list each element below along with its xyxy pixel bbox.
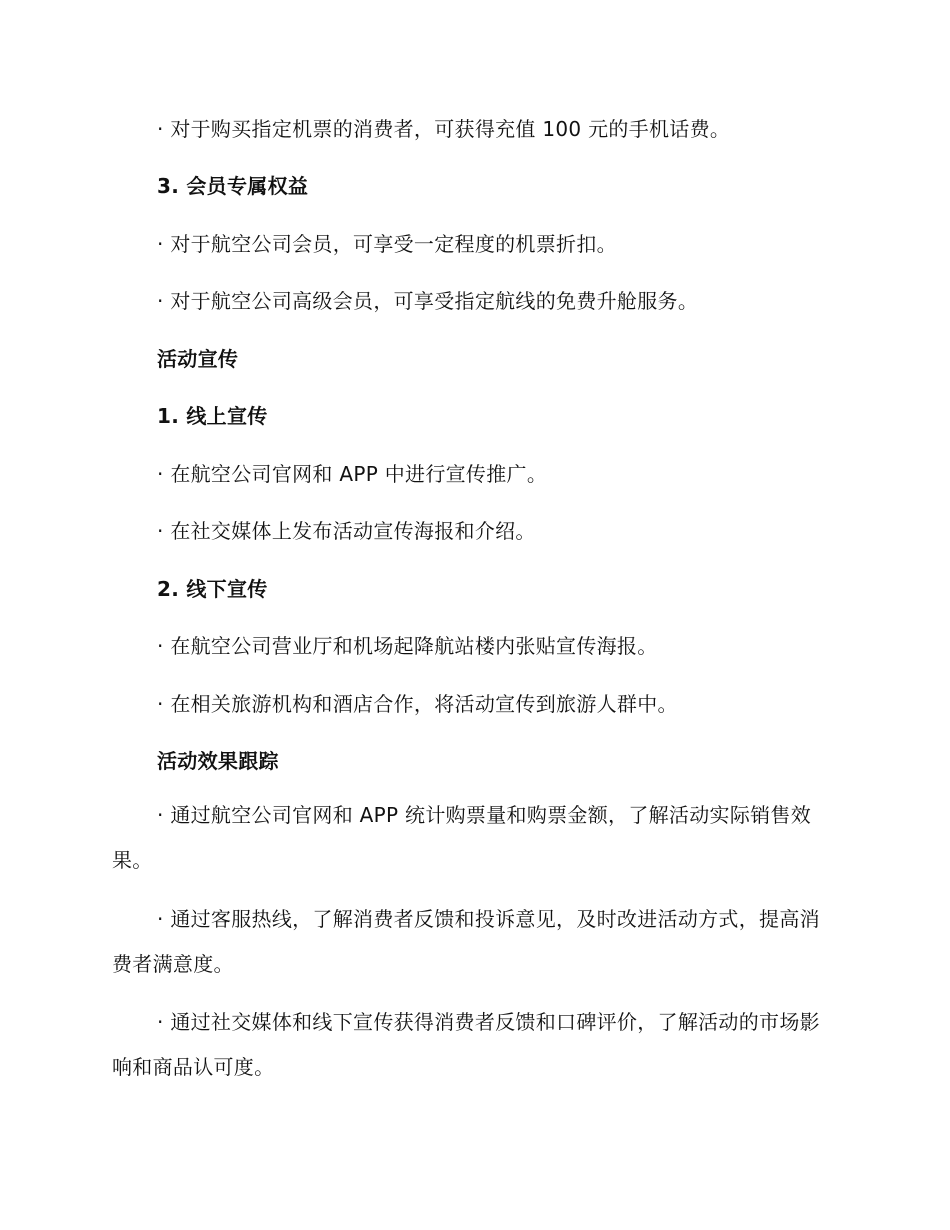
heading-effect-tracking: 活动效果跟踪 <box>157 749 279 773</box>
heading-online-promotion: 1. 线上宣传 <box>157 404 268 428</box>
bullet-member-discount: · 对于航空公司会员，可享受一定程度的机票折扣。 <box>157 232 617 256</box>
paragraph-market-impact: · 通过社交媒体和线下宣传获得消费者反馈和口碑评价，了解活动的市场影响和商品认可度。 <box>112 1010 820 1079</box>
bullet-posters: · 在航空公司营业厅和机场起降航站楼内张贴宣传海报。 <box>157 634 658 658</box>
bullet-senior-member-upgrade: · 对于航空公司高级会员，可享受指定航线的免费升舱服务。 <box>157 289 699 313</box>
bullet-website-app: · 在航空公司官网和 APP 中进行宣传推广。 <box>157 462 548 486</box>
bullet-travel-agencies: · 在相关旅游机构和酒店合作，将活动宣传到旅游人群中。 <box>157 692 678 716</box>
paragraph-customer-feedback: · 通过客服热线，了解消费者反馈和投诉意见，及时改进活动方式，提高消费者满意度。 <box>112 907 820 976</box>
paragraph-sales-tracking: · 通过航空公司官网和 APP 统计购票量和购票金额，了解活动实际销售效果。 <box>112 803 812 872</box>
bullet-social-media: · 在社交媒体上发布活动宣传海报和介绍。 <box>157 519 536 543</box>
heading-offline-promotion: 2. 线下宣传 <box>157 577 268 601</box>
heading-member-benefits: 3. 会员专属权益 <box>157 174 309 198</box>
bullet-phone-credit: · 对于购买指定机票的消费者，可获得充值 100 元的手机话费。 <box>157 117 731 141</box>
heading-promotion: 活动宣传 <box>157 347 239 371</box>
